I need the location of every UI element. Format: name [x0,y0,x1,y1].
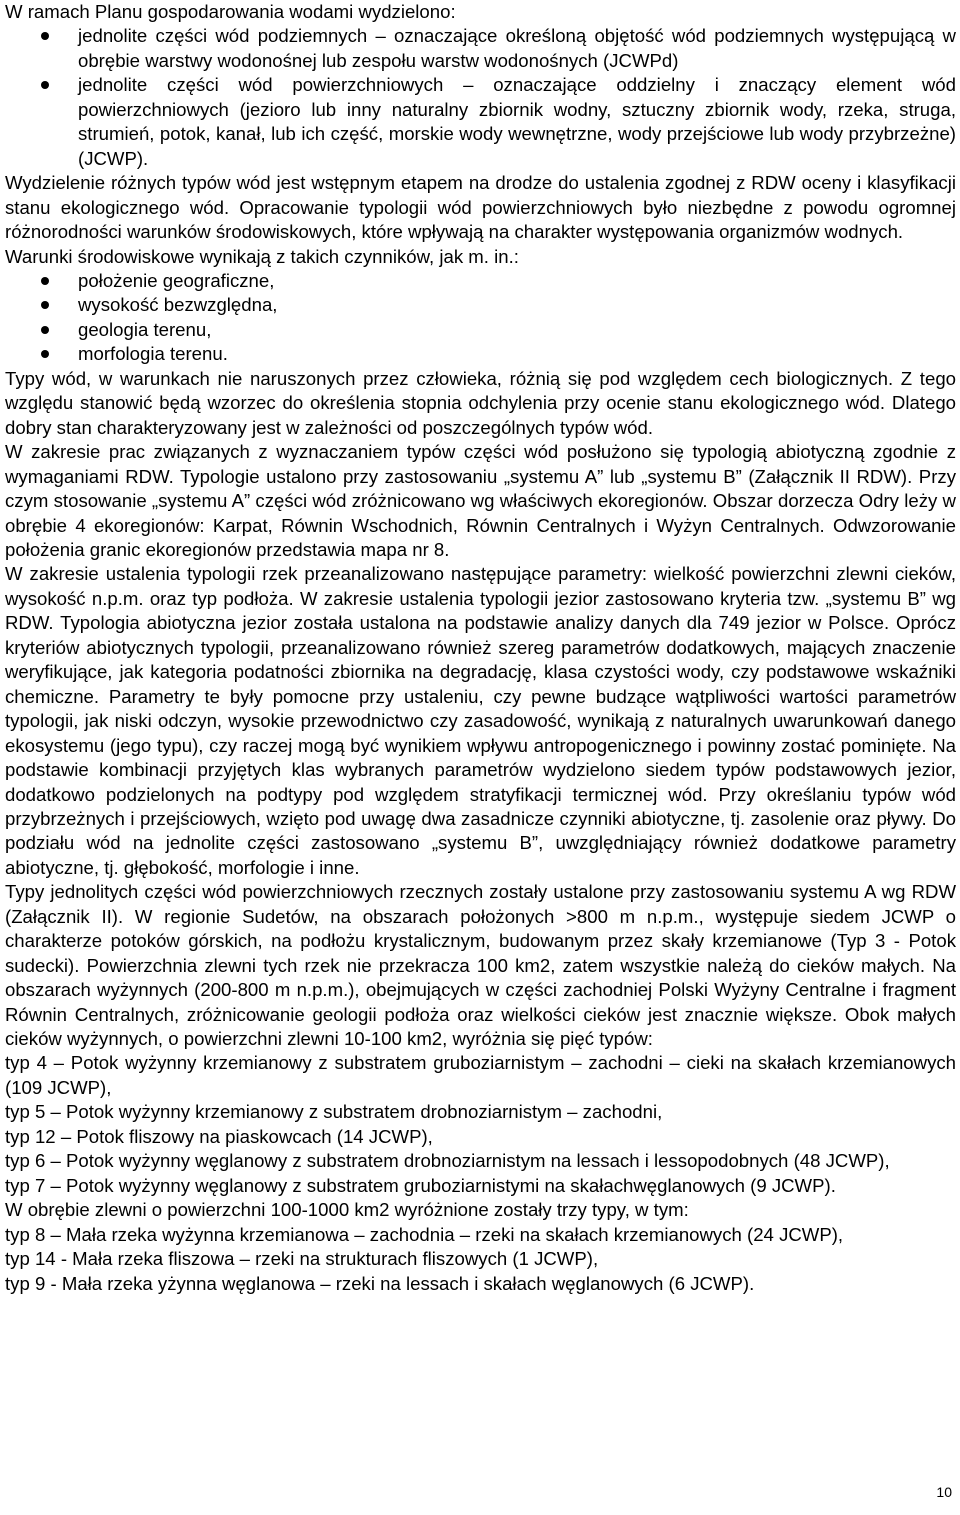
page-number: 10 [936,1484,952,1500]
bullet-icon [41,277,49,285]
conditions-intro: Warunki środowiskowe wynikają z takich czynników, jak m. in.: [5,245,519,267]
type-line: typ 12 – Potok fliszowy na piaskowcach (14 JCWP), [5,1125,433,1147]
type-line: typ 8 – Mała rzeka wyżynna krzemianowa – zachodnia – rzeki na skałach krzemianowych (24 JCWP), [5,1223,844,1245]
paragraph-large-catchment: W obrębie zlewni o powierzchni 100-1000 km2 wyróżnione zostały trzy typy, w tym: [5,1199,689,1221]
list-item-text: jednolite części wód powierzchniowych – oznaczające oddzielny i znaczący element wód powierzchniowych (jezioro lub inny naturalny zbiornik wodny, sztuczny zbiornik wody, rzeka, struga, strumień, potok, kanał, lub ich część, morskie wody wewnętrzne, wody przejściowe lub wody przybrzeżne) (JCWP). [78,74,956,169]
document-page [5,0,956,1296]
list-item-text: wysokość bezwzględna, [78,294,278,316]
paragraph-rivers-lakes: W zakresie ustalenia typologii rzek przeanalizowano następujące parametry: wielkość powierzchni zlewni cieków, wysokość n.p.m. oraz typ podłoża. W zakresie ustalenia typologii jezior zastosowano kryteria tzw. „systemu B” wg RDW. Typologia abiotyczna jezior została ustalona na podstawie analizy danych dla 749 jezior w Polsce. Oprócz kryteriów abiotycznych typologii, przeanalizowano również szereg parametrów dodatkowych, mających znaczenie weryfikujące, jak kategoria podatności zbiornika na degradację, klasa czystości wody, czy podstawowe wskaźniki chemiczne. Parametry te były pomocne przy ustaleniu, czy pewne budzące wątpliwości wartości parametrów typologii, jak niski odczyn, wysokie przewodnictwo czy zasadowość, wynikają z naturalnych uwarunkowań danego ekosystemu (jego typu), czy raczej mogą być wynikiem wpływu antropogenicznego i powinny zostać pominięte. Na podstawie kombinacji przyjętych klas wybranych parametrów wydzielono siedem typów podstawowych jezior, dodatkowo podzielonych na podtypy pod względem stratyfikacji termicznej wód. Przy określaniu typów wód przybrzeżnych i przejściowych, wzięto pod uwagę dwa zasadnicze czynniki abiotyczne, tj. zasolenie oraz pływy. Do podziału wód na jednolite części zastosowano „systemu B”, uwzględniający również dodatkowe parametry abiotyczne, tj. głębokość, morfologie i inne. [5,563,956,878]
type-line: typ 7 – Potok wyżynny węglanowy z substratem gruboziarnistymi na skałachwęglanowych (9 JCWP). [5,1174,836,1196]
factors-list [5,269,956,367]
list-item [5,269,956,293]
list-item [5,24,956,73]
bullet-icon [41,350,49,358]
paragraph-sudety: Typy jednolitych części wód powierzchniowych rzecznych zostały ustalone przy zastosowaniu systemu A wg RDW (Załącznik II). W regionie Sudetów, na obszarach położonych >800 m n.p.m., występuje siedem JCWP o charakterze potoków górskich, na podłożu krystalicznym, budowanym przez skały krzemianowe (Typ 3 - Potok sudecki). Powierzchnia zlewni tych rzek nie przekracza 100 km2, zatem wszystkie należą do cieków małych. Na obszarach wyżynnych (200-800 m n.p.m.), obejmujących w części zachodniej Polski Wyżyny Centralne i fragment Równin Centralnych, zróżnicowanie geologii podłoża oraz wielkości cieków jest znacznie większe. Obok małych cieków wyżynnych, o powierzchni zlewni 10-100 km2, wyróżnia się pięć typów: [5,881,956,1050]
list-item [5,293,956,317]
type-line: typ 9 - Mała rzeka yżynna węglanowa – rzeki na lessach i skałach węglanowych (6 JCWP). [5,1272,755,1294]
list-item [5,73,956,171]
list-item-text: położenie geograficzne, [78,269,275,291]
list-item [5,342,956,366]
bullet-icon [41,32,49,40]
intro-paragraph: W ramach Planu gospodarowania wodami wydzielono: [5,1,456,22]
type-line: typ 5 – Potok wyżynny krzemianowy z substratem drobnoziarnistym – zachodni, [5,1101,663,1123]
paragraph-biological: Typy wód, w warunkach nie naruszonych przez człowieka, różnią się pod względem cech biologicznych. Z tego względu stanowić będą wzorzec do określenia stopnia odchylenia przy ocenie stanu ekologicznego wód. Dlatego dobry stan charakteryzowany jest w zależności od poszczególnych typów wód. [5,367,956,438]
paragraph-system: W zakresie prac związanych z wyznaczaniem typów części wód posłużono się typologią abiotyczną zgodnie z wymaganiami RDW. Typologie ustalono przy zastosowaniu „systemu A” lub „systemu B” (Załącznik II RDW). Przy czym stosowanie „systemu A” części wód zróżnicowano wg właściwych ekoregionów. Obszar dorzecza Odry leży w obrębie 4 ekoregionów: Karpat, Równin Wschodnich, Równin Centralnych i Wyżyn Centralnych. Odwzorowanie położenia granic ekoregionów przedstawia mapa nr 8. [5,441,956,560]
type-line: typ 4 – Potok wyżynny krzemianowy z substratem gruboziarnistym – zachodni – cieki na skałach krzemianowych (109 JCWP), [5,1052,956,1098]
list-item-text: morfologia terenu. [78,343,228,365]
list-item [5,318,956,342]
bullet-icon [41,326,49,334]
list-item-text: jednolite części wód podziemnych – oznaczające określoną objętość wód podziemnych występującą w obrębie warstwy wodonośnej lub zespołu warstw wodonośnych (JCWPd) [78,25,956,71]
type-line: typ 6 – Potok wyżynny węglanowy z substratem drobnoziarnistym na lessach i lessopodobnych (48 JCWP), [5,1150,890,1172]
paragraph-types: Wydzielenie różnych typów wód jest wstępnym etapem na drodze do ustalenia zgodnej z RDW oceny i klasyfikacji stanu ekologicznego wód. Opracowanie typologii wód powierzchniowych było niezbędne z powodu ogromnej różnorodności warunków środowiskowych, które wpływają na charakter występowania organizmów wodnych. [5,172,956,243]
list-item-text: geologia terenu, [78,318,212,340]
bullet-icon [41,301,49,309]
type-line: typ 14 - Mała rzeka fliszowa – rzeki na strukturach fliszowych (1 JCWP), [5,1248,599,1270]
bullet-icon [41,81,49,89]
water-parts-list [5,24,956,171]
